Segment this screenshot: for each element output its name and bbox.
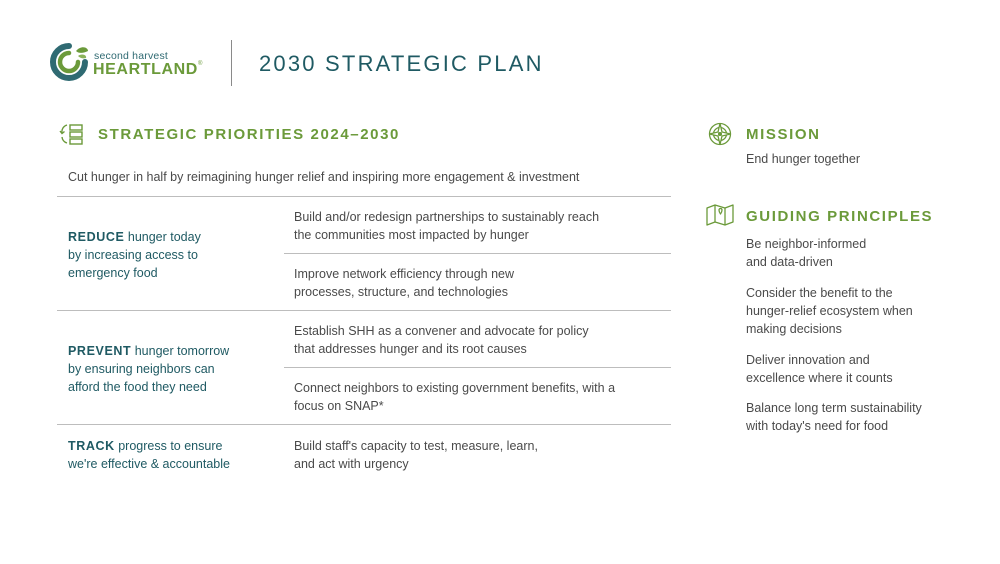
- logo-tagline: second harvest: [94, 50, 169, 62]
- pillar-keyword: PREVENT: [68, 344, 132, 358]
- priority-item: Build staff's capacity to test, measure, learn, and act with urgency: [294, 439, 538, 471]
- priorities-intro: Cut hunger in half by reimagining hunger relief and inspiring more engagement & investment: [68, 170, 580, 184]
- priority-item: Connect neighbors to existing government benefits, with a focus on SNAP*: [294, 381, 616, 413]
- logo-wordmark: HEARTLAND®: [93, 61, 203, 78]
- principles-title: GUIDING PRINCIPLES: [746, 208, 934, 225]
- compass-icon: [707, 121, 733, 147]
- pillar-keyword: TRACK: [68, 439, 115, 453]
- document-refresh-icon: [58, 121, 84, 147]
- map-icon: [705, 203, 735, 229]
- pillar-reduce: REDUCE hunger today by increasing access to emergency food: [68, 230, 201, 280]
- divider: [284, 367, 671, 368]
- divider: [57, 310, 671, 311]
- pillar-prevent: PREVENT hunger tomorrow by ensuring neighbors can afford the food they need: [68, 344, 230, 394]
- pillar-keyword: REDUCE: [68, 230, 125, 244]
- principle-item: Deliver innovation and excellence where it counts: [746, 353, 893, 385]
- mission-text: End hunger together: [746, 152, 860, 166]
- divider: [57, 424, 671, 425]
- principle-item: Be neighbor-informed and data-driven: [746, 237, 867, 269]
- logo-mark-icon: [48, 41, 90, 83]
- divider: [57, 196, 671, 197]
- page-title: 2030 STRATEGIC PLAN: [259, 51, 544, 76]
- principle-item: Balance long term sustainability with today's need for food: [746, 401, 922, 433]
- priority-item: Improve network efficiency through new processes, structure, and technologies: [294, 267, 515, 299]
- principle-item: Consider the benefit to the hunger-relief ecosystem when making decisions: [746, 286, 913, 336]
- priority-item: Establish SHH as a convener and advocate for policy that addresses hunger and its root causes: [294, 324, 589, 356]
- header-divider: [231, 40, 232, 86]
- pillar-track: TRACK progress to ensure we're effective & accountable: [68, 439, 230, 471]
- priority-item: Build and/or redesign partnerships to sustainably reach the communities most impacted by hunger: [294, 210, 600, 242]
- mission-title: MISSION: [746, 126, 821, 143]
- divider: [284, 253, 671, 254]
- priorities-title: STRATEGIC PRIORITIES 2024–2030: [98, 126, 400, 143]
